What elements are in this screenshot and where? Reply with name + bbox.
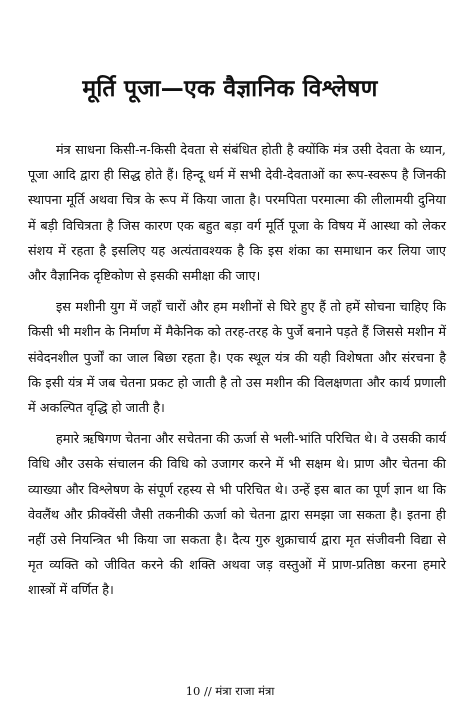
chapter-title: मूर्ति पूजा—एक वैज्ञानिक विश्लेषण [82, 76, 378, 103]
paragraph-1: मंत्र साधना किसी-न-किसी देवता से संबंधित होती है क्योंकि मंत्र उसी देवता के ध्यान, पूजा आदि द्वारा ही सिद्ध होते हैं। हिन्दू धर्म में सभी देवी-देवताओं का रूप-स्वरूप है जिनकी स्थापना मूर्ति अथवा चित्र के रूप में किया जाता है। परमपिता परमात्मा की लीलामयी दुनिया में बड़ी विचित्रता है जिस कारण एक बहुत बड़ा वर्ग मूर्ति पूजा के विषय में आस्था को लेकर संशय में रहता है इसलिए यह अत्यंतावश्यक है कि इस शंका का समाधान कर लिया जाए और वैज्ञानिक दृष्टिकोण से इसकी समीक्षा की जाए। [28, 143, 446, 285]
page-footer: 10 // मंत्रा राजा मंत्रा [185, 684, 275, 698]
paragraph-3: हमारे ऋषिगण चेतना और सचेतना की ऊर्जा से भली-भांति परिचित थे। वे उसकी कार्य विधि और उसके संचालन की विधि को उजागर करने में भी सक्षम थे। प्राण और चेतना की व्याख्या और विश्लेषण के संपूर्ण रहस्य से भी परिचित थे। उन्हें इस बात का पूर्ण ज्ञान था कि वेवलैंथ और फ्रीक्वेंसी जैसी तकनीकी ऊर्जा को चेतना द्वारा समझा जा सकता है। इतना ही नहीं उसे नियन्त्रित भी किया जा सकता है। दैत्य गुरु शुक्राचार्य द्वारा मृत संजीवनी विद्या से मृत व्यक्ति को जीवित करने की शक्ति अथवा जड़ वस्तुओं में प्राण-प्रतिष्ठा करना हमारे शास्त्रों में वर्णित है। [28, 432, 446, 599]
body-text [28, 138, 446, 604]
paragraph-2: इस मशीनी युग में जहाँ चारों और हम मशीनों से घिरे हुए हैं तो हमें सोचना चाहिए कि किसी भी मशीन के निर्माण में मैकेनिक को तरह-तरह के पुर्जे बनाने पड़ते हैं जिससे मशीन में संवेदनशील पुर्जों का जाल बिछा रहता है। एक स्थूल यंत्र की यही विशेषता और संरचना है कि इसी यंत्र में जब चेतना प्रकट हो जाती है तो उस मशीन की विलक्षणता और कार्य प्रणाली में अकल्पित वृद्धि हो जाती है। [28, 300, 446, 417]
